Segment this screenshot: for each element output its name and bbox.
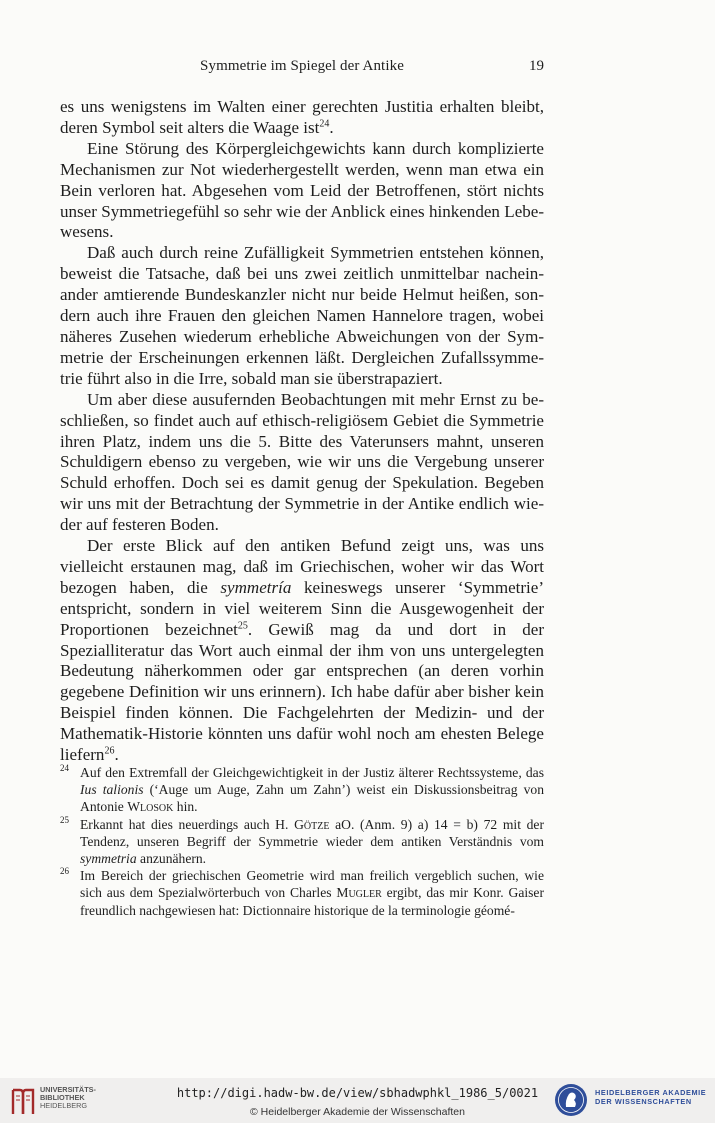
footnote-ref-25[interactable]: 25	[237, 619, 248, 631]
body-text	[60, 97, 544, 766]
author-name: Götze	[294, 816, 330, 832]
footnote-25: 25 Erkannt hat dies neuerdings auch H. Götze aO. (Anm. 9) a) 14 = b) 72 mit der Tendenz, unseren Begriff der Symmetrie wieder dem antiken Verständnis vom symmetria anzunähern.	[60, 816, 544, 868]
paragraph-1: es uns wenigstens im Walten einer gerechten Justitia erhalten bleibt, deren Symbol seit alters die Waage ist$^{24}$.	[60, 97, 544, 137]
paragraph-2: Eine Störung des Körpergleichgewichts kann durch komplizierte Mechanismen zur Not wiederhergestellt werden, wenn man etwa ein Bein verloren hat. Abgesehen vom Leid der Betroffenen, stört nichts unser Symmetriegefühl so sehr wie der Anblick eines hinkenden Lebewesens.	[60, 138, 544, 242]
university-library-name: UNIVERSITÄTS- BIBLIOTHEK HEIDELBERG	[40, 1085, 96, 1110]
greek-term: symmetría	[220, 577, 292, 597]
academy-seal-logo-icon[interactable]	[553, 1082, 589, 1118]
footnotes	[60, 764, 544, 919]
page-number: 19	[529, 58, 544, 74]
footnote-number: 24	[60, 763, 69, 773]
paragraph-4: Um aber diese ausufernden Beobachtungen mit mehr Ernst zu beschließen, so findet auch auf ethisch-religiösem Gebiet die Symmetrie ihren Platz, indem uns die 5. Bitte des Vaterunsers mahnt, unseren Schuldigern ebenso zu vergeben, wie wir uns die Vergebung unserer Schuld erhoffen. Doch sei es damit genug der Spekulation. Begeben wir uns mit der Betrachtung der Symmetrie in der Antike endlich wieder auf festeren Boden.	[60, 389, 544, 535]
paragraph-3: Daß auch durch reine Zufälligkeit Symmetrien entstehen können, beweist die Tatsache, daß bei uns zwei zeitlich unmittelbar nacheinander amtierende Bundeskanzler nicht nur beide Helmut heißen, sondern auch ihre Frauen den gleichen Namen Hannelore tragen, wobei näheres Zusehen wiederum erhebliche Abweichungen von der Symmetrie der Erscheinungen erkennen läßt. Dergleichen Zufallssymmetrie führt also in die Irre, sobald man sie überstrapaziert.	[60, 243, 544, 388]
footnote-ref-26[interactable]: 26	[104, 745, 115, 757]
footnote-number: 25	[60, 814, 69, 825]
footnote-26: 26 Im Bereich der griechischen Geometrie wird man freilich vergeblich suchen, wie sich aus dem Spezialwörterbuch von Charles Mugler ergibt, das mir Konr. Gaiser freundlich nachgewiesen hat: Dictionnaire historique de la terminologie géomé-	[60, 867, 544, 919]
paragraph-5: Der erste Blick auf den antiken Befund zeigt uns, was uns vielleicht erstaunen mag, daß im Griechischen, woher wir das Wort bezogen haben, die symmetría keineswegs unserer ‘Symmetrie’ entspricht, sondern in viel weiterem Sinn die Ausgewogenheit der Proportionen bezeichnet$^{25}$. Gewiß mag da und dort in der Spezialliteratur das Wort auch einmal der ihm von uns untergelegten Bedeutung näherkommen oder gar entsprechen (an deren vorhin gegebene Definition wir uns erinnern). Ich habe dafür aber bisher kein Beispiel finden können. Die Fachgelehrten der Medizin- und der Mathematik-Historie könnten uns dafür wohl noch am ehesten Belege liefern$^{26}$.	[60, 536, 545, 765]
permalink-url[interactable]: http://digi.hadw-bw.de/view/sbhadwphkl_1986_5/0021	[176, 1086, 539, 1100]
footnote-number: 26	[60, 866, 69, 877]
footnote-24: 24 Auf den Extremfall der Gleichgewichtigkeit in der Justiz älterer Rechtssysteme, das Ius talionis (‘Auge um Auge, Zahn um Zahn’) weist ein Diskussionsbeitrag von Antonie Wlosok hin.	[60, 764, 544, 816]
copyright-notice: © Heidelberger Akademie der Wissenschaften	[250, 1106, 465, 1118]
running-title: Symmetrie im Spiegel der Antike	[200, 58, 404, 74]
academy-name: HEIDELBERGER AKADEMIE DER WISSENSCHAFTEN	[595, 1088, 707, 1106]
footnote-ref-24[interactable]: 24	[319, 118, 330, 130]
digitization-footer	[0, 1078, 715, 1123]
author-name: Mugler	[336, 885, 382, 901]
running-header	[60, 58, 544, 80]
author-name: Wlosok	[127, 799, 174, 815]
